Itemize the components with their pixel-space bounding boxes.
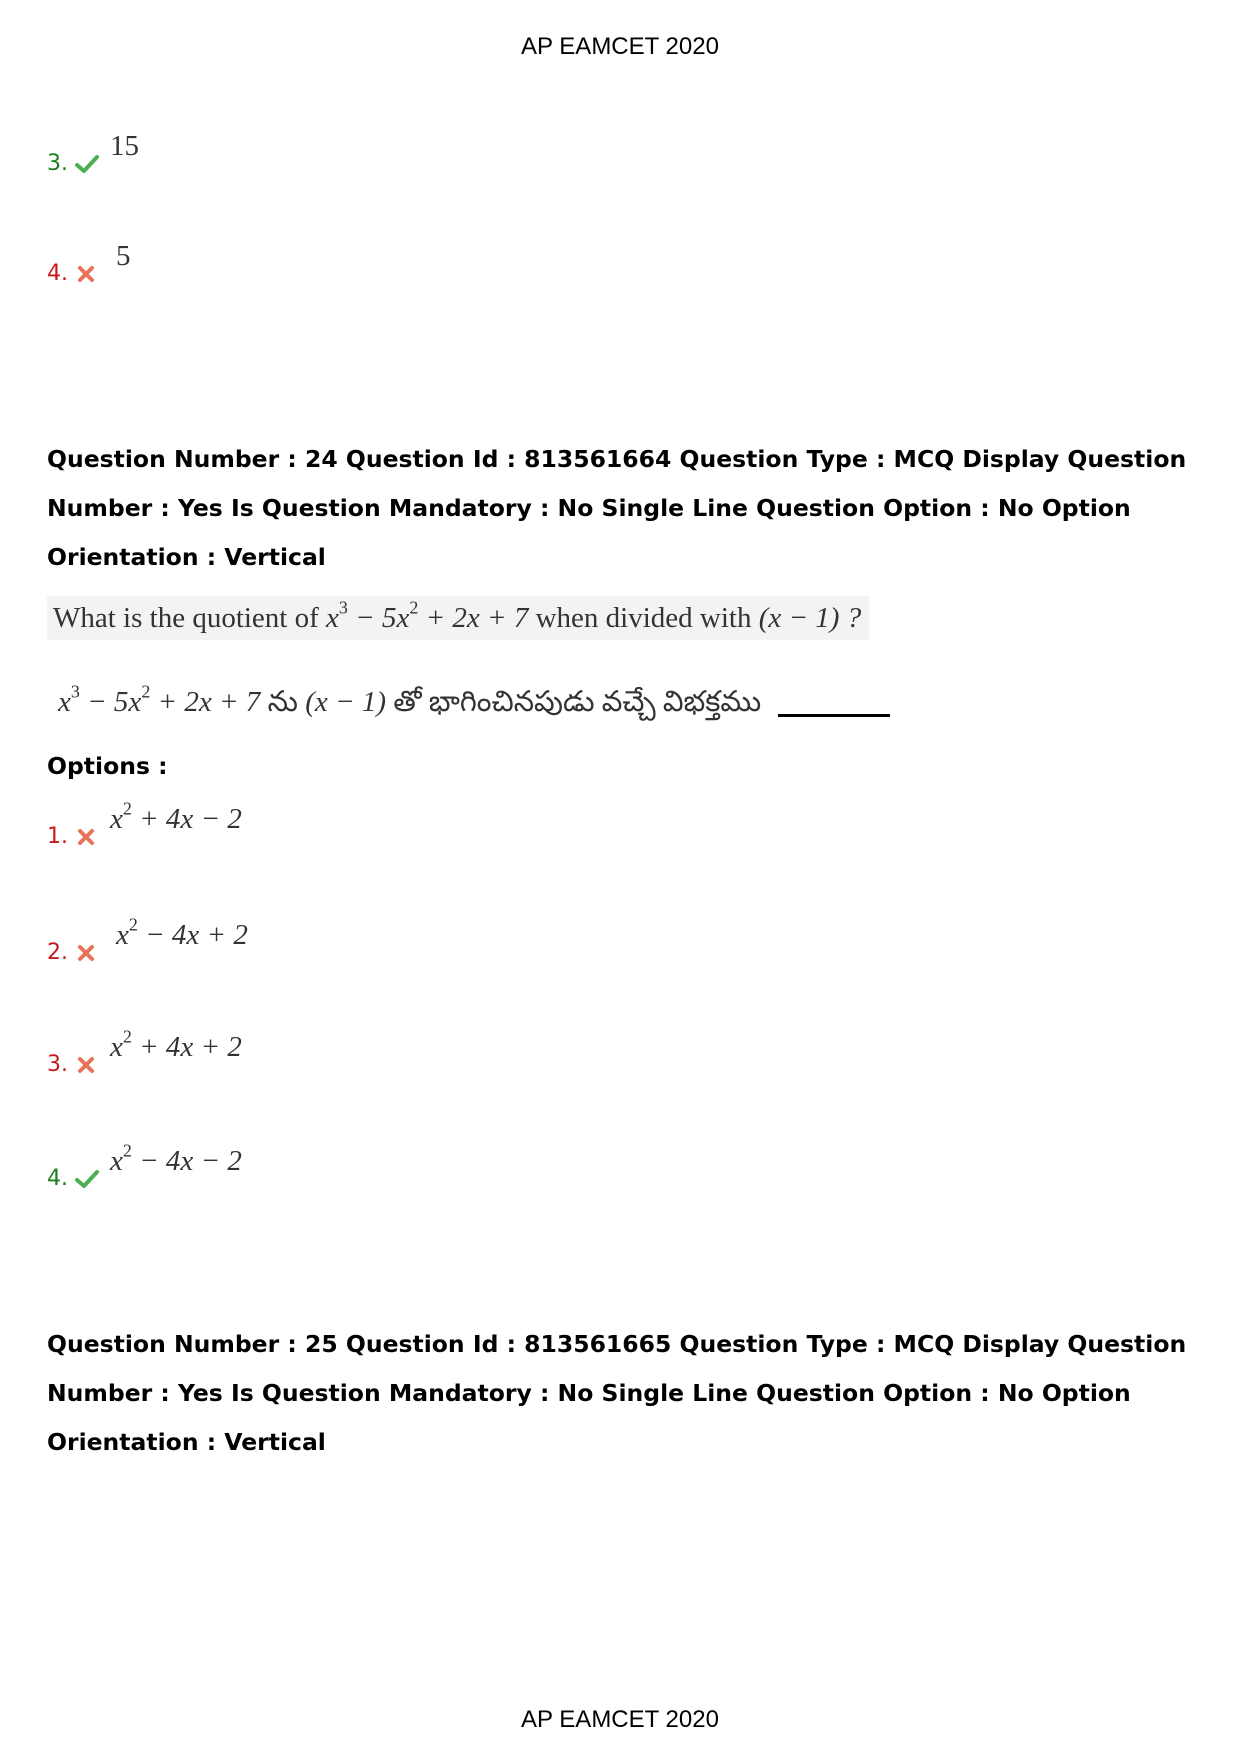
- question-text: What is the quotient of: [53, 602, 319, 634]
- telugu-text: ను: [267, 686, 298, 718]
- question-24-telugu: [58, 680, 890, 724]
- question-text: when divided with: [535, 602, 752, 634]
- question-24-english: [47, 596, 869, 640]
- option-number: 3.: [47, 1052, 68, 1077]
- answer-blank: [778, 714, 890, 717]
- divisor: (x − 1) ?: [758, 602, 862, 634]
- option-3: [47, 1026, 242, 1077]
- option-1: [47, 798, 242, 849]
- option-number: 1.: [47, 824, 68, 849]
- option-4-prev: [47, 240, 131, 286]
- option-2: [47, 914, 248, 965]
- options-label: Options :: [47, 752, 168, 780]
- divisor: (x − 1): [305, 686, 386, 718]
- option-number: 2.: [47, 940, 68, 965]
- option-number: 3.: [47, 151, 68, 176]
- option-4: [47, 1140, 242, 1191]
- cross-icon: [74, 1054, 100, 1076]
- option-value: 5: [116, 240, 131, 272]
- polynomial: $x^3 - 5x^2 + 2x + 7$: [58, 681, 261, 718]
- option-value: $x^2 + 4x - 2$: [110, 798, 242, 835]
- option-3-prev: [47, 130, 139, 176]
- option-value: 15: [110, 130, 139, 162]
- polynomial: $x^3 - 5x^2 + 2x + 7$: [326, 597, 529, 634]
- option-value: $x^2 + 4x + 2$: [110, 1026, 242, 1063]
- option-value: $x^2 - 4x + 2$: [116, 914, 248, 951]
- option-number: 4.: [47, 261, 68, 286]
- cross-icon: [74, 826, 100, 848]
- page-footer: AP EAMCET 2020: [521, 1706, 719, 1733]
- option-value: $x^2 - 4x - 2$: [110, 1140, 242, 1177]
- option-number: 4.: [47, 1166, 68, 1191]
- check-icon: [74, 153, 100, 175]
- question-25-meta: Question Number : 25 Question Id : 813561665 Question Type : MCQ Display Question Number : Yes Is Question Mandatory : No Single Line Question Option : No Option Orientation : Vertical: [47, 1330, 1187, 1456]
- telugu-text: తో భాగించినపుడు వచ్చే విభక్తము: [393, 686, 762, 718]
- cross-icon: [74, 263, 100, 285]
- page-header: AP EAMCET 2020: [521, 33, 719, 60]
- cross-icon: [74, 942, 100, 964]
- question-24-meta: Question Number : 24 Question Id : 813561664 Question Type : MCQ Display Question Number : Yes Is Question Mandatory : No Single Line Question Option : No Option Orientation : Vertical: [47, 445, 1187, 571]
- check-icon: [74, 1168, 100, 1190]
